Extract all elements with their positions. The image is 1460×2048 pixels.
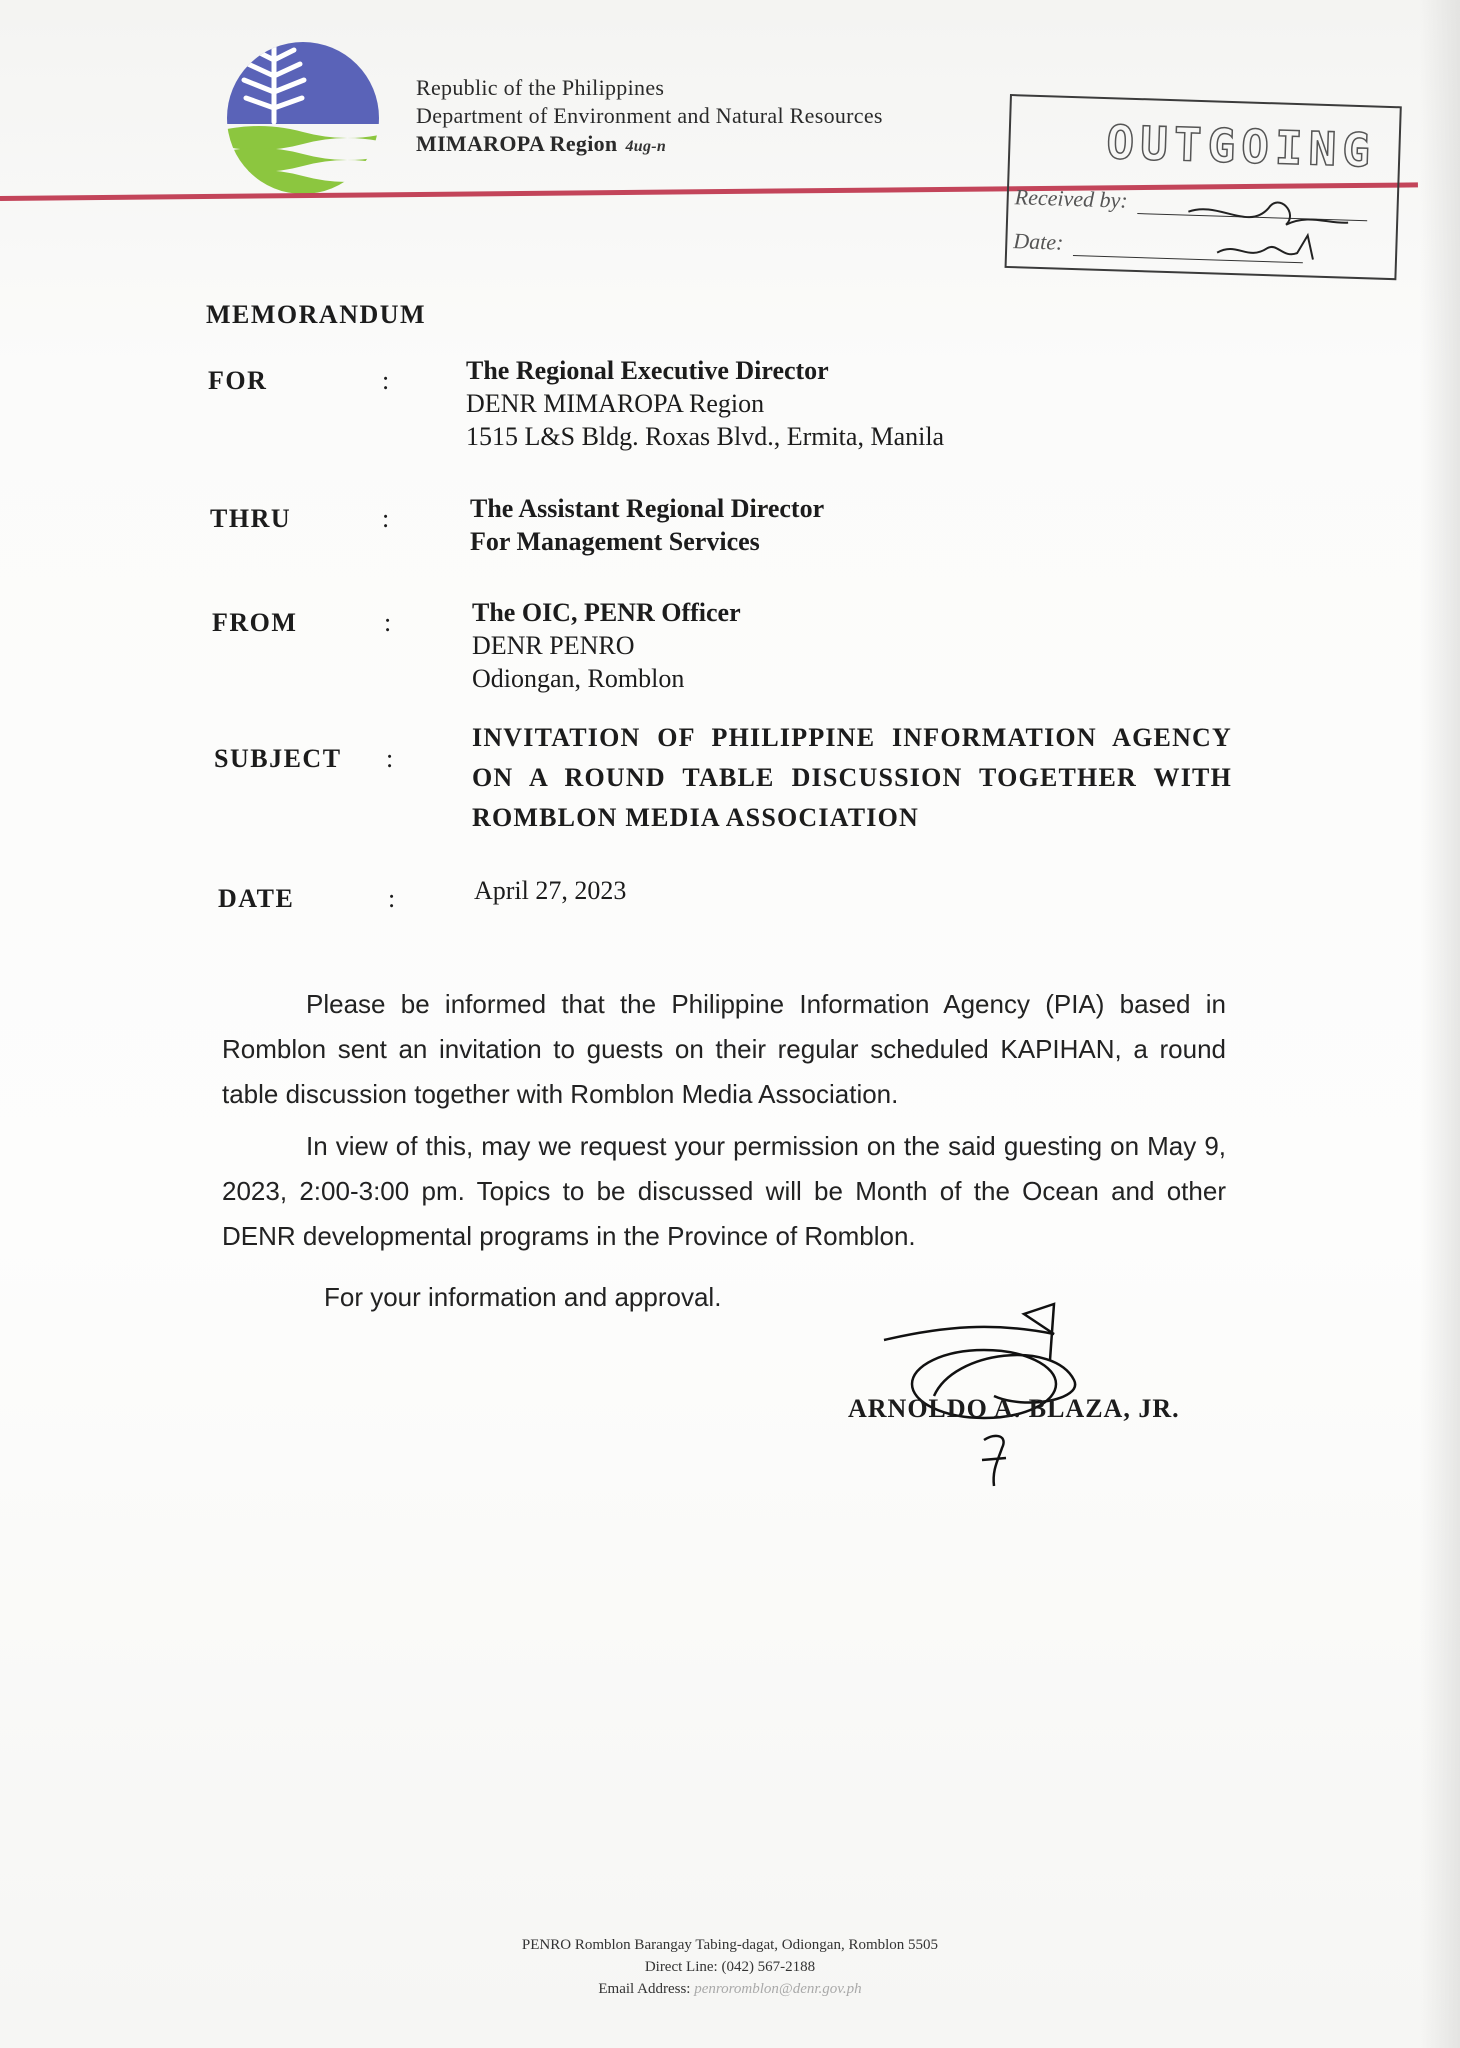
footer-email-value: penroromblon@denr.gov.ph [694,1981,862,1997]
letterhead-republic: Republic of the Philippines [416,75,665,100]
subject-label: SUBJECT [214,744,342,773]
signatory-name: ARNOLDO A. BLAZA, JR. [848,1394,1180,1423]
stamp-received-label: Received by: [1014,184,1129,213]
body-paragraph-2 [222,1124,1226,1259]
page-edge-shadow [1420,0,1460,2048]
thru-colon: : [382,504,390,533]
date-value: April 27, 2023 [474,876,627,905]
stamp-date-label: Date: [1013,228,1064,255]
initial-icon [976,1430,1016,1490]
from-value [472,596,741,695]
date-colon: : [388,884,396,913]
letterhead-region [416,130,883,161]
denr-logo-icon [214,40,392,196]
letterhead-department: Department of Environment and Natural Resources [416,103,883,128]
for-line-3: 1515 L&S Bldg. Roxas Blvd., Ermita, Manila [466,422,945,451]
from-colon: : [384,608,392,637]
thru-value [470,492,824,558]
subject-colon: : [386,744,394,773]
from-line-1: The OIC, PENR Officer [472,598,741,627]
thru-label: THRU [210,504,292,533]
footer-email-label: Email Address: [598,1981,691,1997]
body-paragraph-1-text: Please be informed that the Philippine Information Agency (PIA) based in Romblon sent an invitation to guests on their regular scheduled KAPIHAN, a round table discussion together with Romblon Media Association. [222,989,1226,1109]
for-line-1: The Regional Executive Director [466,356,829,385]
for-colon: : [382,366,390,395]
letterhead [416,74,883,161]
footer [380,1934,1080,2000]
outgoing-stamp [1005,94,1402,280]
letterhead-region-text: MIMAROPA Region [416,131,618,156]
for-value [466,354,944,453]
closing-line: For your information and approval. [324,1282,722,1312]
date-label: DATE [218,884,295,913]
body-paragraph-1 [222,982,1226,1117]
memorandum-title: MEMORANDUM [206,300,427,329]
subject-text: INVITATION OF PHILIPPINE INFORMATION AGENCY ON A ROUND TABLE DISCUSSION TOGETHER WITH ROMBLON MEDIA ASSOCIATION [472,723,1232,832]
from-line-2: DENR PENRO [472,631,635,660]
body-paragraph-2-text: In view of this, may we request your permission on the said guesting on May 9, 2023, 2:00-3:00 pm. Topics to be discussed will be Month of the Ocean and other DENR developmental programs in the Province of Romblon. [222,1131,1226,1251]
from-label: FROM [212,608,298,637]
thru-line-1: The Assistant Regional Director [470,494,825,523]
footer-direct-line: Direct Line: (042) 567-2188 [644,1959,816,1975]
handwritten-note: 4ug-n [625,138,667,155]
stamp-title: OUTGOING [1105,115,1377,178]
stamp-handwriting-icon [1157,169,1360,275]
thru-line-2: For Management Services [470,527,760,556]
for-label: FOR [208,366,268,395]
from-line-3: Odiongan, Romblon [472,664,685,693]
footer-email [380,1978,1080,2000]
footer-address: PENRO Romblon Barangay Tabing-dagat, Odiongan, Romblon 5505 [521,1937,939,1953]
for-line-2: DENR MIMAROPA Region [466,389,765,418]
